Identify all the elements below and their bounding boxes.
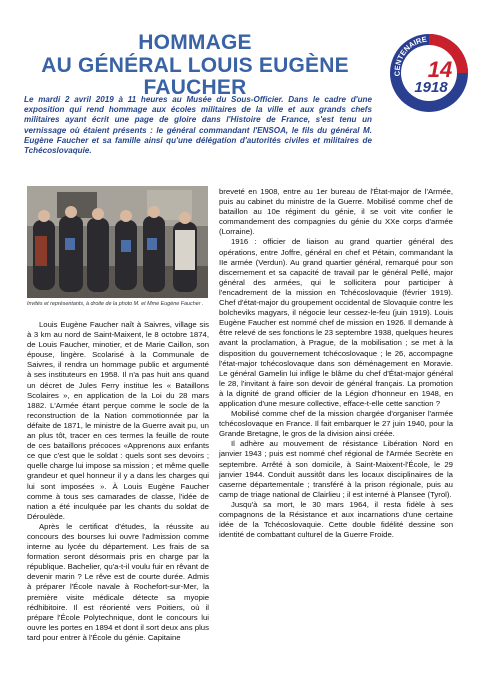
- article-paragraph: 1916 : officier de liaison au grand quartier général des opérations, entre Joffre, général en chef et Pétain, commandant la IIe armée (Verdun). Au grand quartier général, remarqué pour son discernement et sa capacité de travail par le général Pellé, major général des armées, qui le sollicitera pour participer à l'encadrement de la mission en Tchécoslovaquie (février 1919). Chef d'état-major du groupement occidental de Slovaquie contre les bolcheviks magyars, il négocie leur cessez-le-feu (juin 1919). Louis Eugène Faucher est nommé chef de mission en 1926. Il demande à être relevé de ses fonctions le 23 septembre 1938, quelques heures avant la proclamation, à Prague, de la mobilisation ; se met à la disposition du gouvernement tchécoslovaque ; le 26, accompagne l'état-major tchécoslovaque dans son déménagement en Moravie. Le général Gamelin lui inflige le blâme du chef d'État-major général le 28, l'invitant à faire son devoir de général français. La promotion à la dignité de grand officier de la Légion d'honneur en 1948, en application d'une mesure collective, efface-t-elle cette sanction ?: [219, 237, 453, 408]
- centenaire-badge: [388, 32, 470, 114]
- intro-paragraph: Le mardi 2 avril 2019 à 11 heures au Musée du Sous-Officier. Dans le cadre d'une exposition qui rend hommage aux écoles militaires de la ville et aux grands chefs militaires ayant écrit une page de gloire dans l'Histoire de France, s'est tenu un vernissage où étaient présents : le général commandant l'ENSOA, le fils du général M. Eugène Faucher et sa famille ainsi qu'une délégation d'autorités civiles et militaires de Tchécoslovaquie.: [24, 95, 372, 156]
- page-title-line-2: AU GÉNÉRAL LOUIS EUGÈNE FAUCHER: [41, 54, 349, 99]
- article-paragraph: Jusqu'à sa mort, le 30 mars 1964, il resta fidèle à ses compagnons de la Résistance et aux incarnations d'une certaine idée de la Tchécoslovaquie. Cette double fidélité dessine son identité de combattant culturel de la Guerre Froide.: [219, 499, 453, 540]
- article-paragraph: Louis Eugène Faucher naît à Saivres, village sis à 3 km au nord de Saint-Maixent, le 8 octobre 1874, de Louis Faucher, minotier, et de Marie Caillon, son épouse, lingère. Scolarisé à la Communale de Saivres, il rendra un hommage public et argumenté à ses instituteurs en 1958. Il n'a pas huit ans quand un décret de Jules Ferry institue les « Bataillons Scolaires », en application de la Loi du 28 mars 1882. L'Armée étant perçue comme le socle de la reconstruction de la Nation commotionnée par la défaite de 1871, le ministre de la Guerre avait pu, un an plus tôt, tracer en ces termes la feuille de route de ces bataillons précoces «Apprenons aux enfants ce que c'est que le soldat : quels sont ses devoirs ; quelle charge lui impose sa mission ; et même quelle grandeur et quel honneur il y a dans les charges qui lui sont imposées ». À Louis Eugène Faucher comme à tous ses camarades de classe, l'idée de nation a été inculquée par les chants du soldat de Déroulède.: [27, 320, 209, 521]
- article-paragraph: Il adhère au mouvement de résistance Libération Nord en janvier 1943 ; puis est nommé chef régional de l'Armée Secrète en septembre. Arrêté à son domicile, à Saint-Maixent-l'École, le 29 janvier 1944. Conduit aussitôt dans les locaux disciplinaires de la caserne départementale ; transféré à la prison régionale, puis au camp de triage national de Clairlieu ; il est interné à Plansee (Tyrol).: [219, 439, 453, 499]
- article-column-left: [27, 320, 209, 643]
- article-paragraph: Mobilisé comme chef de la mission chargée d'organiser l'armée tchécoslovaque en France. Il fait embarquer le 27 juin 1940, pour la Grande Bretagne, le gros de la division ainsi créée.: [219, 409, 453, 439]
- badge-year-bottom: 1918: [414, 79, 448, 96]
- article-paragraph: Après le certificat d'études, la réussite au concours des bourses lui ouvre l'admission comme interne au lycée du département. Les frais de sa formation seront désormais pris en charge par la république. Bachelier, qu'a-t-il voulu fuir en rêvant de devenir marin ? Le rêve est de courte durée. Admis à préparer l'École navale à Rochefort-sur-Mer, la première visite médicale détecte sa myopie rédhibitoire. Il est réorienté vers Poitiers, où il prépare l'École Polytechnique, dont le concours lui ouvre les portes en 1894 et dont il sort deux ans plus tard pour entrer à l'École du génie. Capitaine: [27, 521, 209, 642]
- event-photo: [27, 186, 208, 298]
- photo-caption: Invités et représentants, à droite de la photo M. et Mme Eugène Faucher .: [27, 301, 204, 307]
- article-column-right: [219, 187, 453, 540]
- article-paragraph: breveté en 1908, entre au 1er bureau de l'État-major de l'Armée, puis au cabinet du ministre de la Guerre. Mobilisé comme chef de bataillon au 10e régiment du génie, il se voit vite confier le commandement des compagnies du génie du XXe corps d'armée (Lorraine).: [219, 187, 453, 237]
- badge-year-top: 14: [427, 57, 453, 82]
- badge-arc-text: CENTENAIRE: [392, 34, 428, 77]
- page-title-line-1: HOMMAGE: [138, 31, 252, 54]
